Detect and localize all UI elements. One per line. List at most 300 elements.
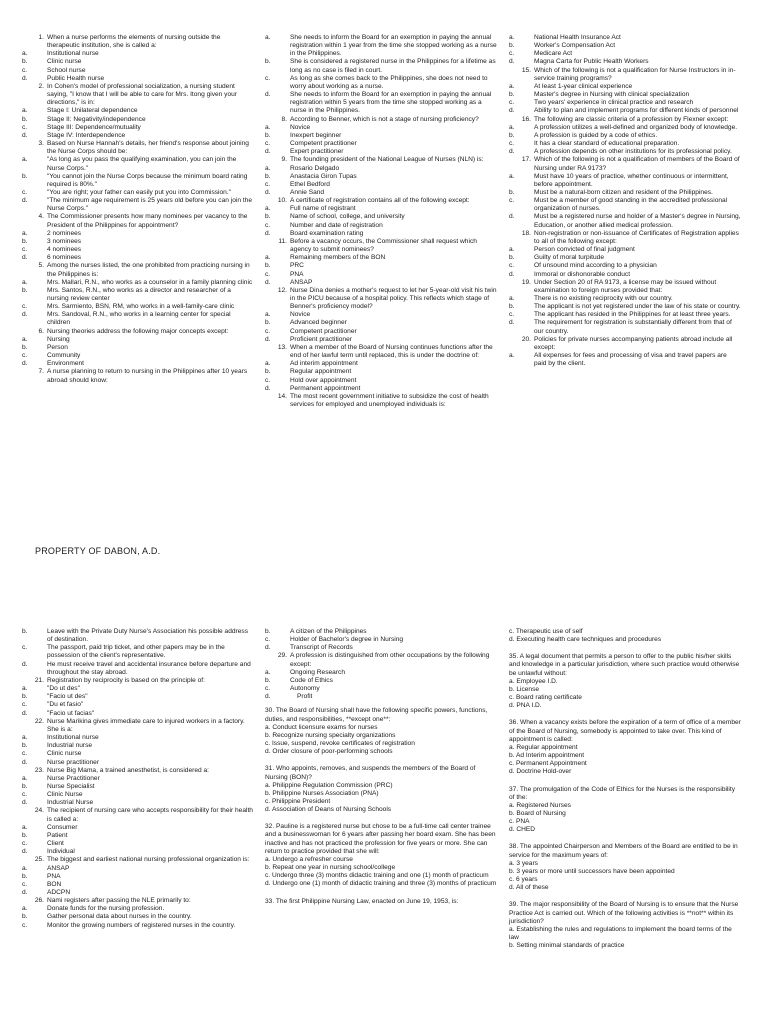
option-text: Consumer <box>47 823 78 831</box>
question-text: Which of the following is not a qualification of members of the Board of Nursing under RA 9173? <box>534 156 740 172</box>
answer-option <box>22 132 254 140</box>
option-letter: b. <box>509 42 515 50</box>
page1-column-3 <box>509 34 741 368</box>
question-item <box>22 767 254 775</box>
answer-option <box>509 352 741 368</box>
question-item <box>265 197 497 205</box>
answer-option <box>22 230 254 238</box>
answer-option <box>265 230 497 238</box>
option-letter: d. <box>509 213 515 221</box>
option-letter: d. <box>22 848 28 856</box>
answer-option <box>22 922 254 930</box>
option-letter: c. <box>22 303 28 311</box>
question-text: c. Therapeutic use of self <box>509 628 583 635</box>
answer-option <box>265 271 497 279</box>
question-text: 35. A legal document that permits a person to offer to the public his/her skills and knowledge in a particular jurisdiction, where such practice would otherwise be unlawful without: <box>509 653 740 677</box>
option-text: Autonomy <box>290 685 320 693</box>
option-letter: d. <box>509 58 515 66</box>
question-text: A nurse planning to return to nursing in the Philippines after 10 years abroad should know: <box>47 368 248 384</box>
option-text: As long as she comes back to the Philippines, she does not need to worry about working as a nurse. <box>290 74 488 90</box>
option-letter: d. <box>22 660 28 668</box>
question-text: Nurse Marikina gives immediate care to injured workers in a factory. She is a: <box>47 717 245 733</box>
question-text: The Commissioner presents how many nominees per vacancy to the President of the Philippines for appointment? <box>47 213 248 229</box>
option-letter: b. <box>22 237 28 245</box>
question-block <box>509 653 741 710</box>
answer-option <box>265 181 497 189</box>
option-letter: d. <box>22 311 28 319</box>
answer-option <box>265 644 497 652</box>
question-block <box>265 898 497 906</box>
option-text: Remaining members of the BON <box>290 254 386 262</box>
option-text: The applicant is not yet registered under the law of his state or country. <box>534 303 741 311</box>
option-letter: c. <box>22 701 28 709</box>
option-text: ADCPN <box>47 889 71 896</box>
option-text: Industrial nurse <box>47 742 93 750</box>
answer-option <box>265 148 497 156</box>
page2-column-2 <box>265 628 497 906</box>
answer-option <box>509 91 741 99</box>
option-letter: a. <box>22 156 28 164</box>
option-letter: c. <box>509 50 515 58</box>
question-text: 37. The promulgation of the Code of Ethics for the Nurses is the responsibility of the: <box>509 785 736 801</box>
option-text: Gather personal data about nurses in the country. <box>47 913 192 921</box>
question-item <box>22 34 254 50</box>
answer-option <box>509 271 741 279</box>
option-text: Of unsound mind according to a physician <box>534 262 657 270</box>
answer-option: b. Philippine Nurses Association (PNA) <box>265 789 379 797</box>
question-item <box>509 279 741 295</box>
answer-option <box>22 156 254 172</box>
option-letter: a. <box>265 205 271 213</box>
option-letter: c. <box>265 685 271 693</box>
option-letter: d. <box>265 335 271 343</box>
option-letter: d. <box>509 148 515 156</box>
option-letter: a. <box>22 823 28 831</box>
question-number: 4. <box>38 213 44 221</box>
answer-option <box>22 360 254 368</box>
answer-option <box>22 173 254 189</box>
option-letter: a. <box>265 360 271 368</box>
question-text: Nurse Big Mama, a trained anesthetist, is considered a: <box>47 766 209 774</box>
option-letter: d. <box>22 131 28 139</box>
question-text: Nami registers after passing the NLE primarily to: <box>47 897 191 905</box>
option-text: PRC <box>290 262 304 270</box>
question-number: 23. <box>34 766 44 774</box>
question-text: Which of the following is not a qualification for Nurse Instructors in in-service training programs? <box>534 66 736 82</box>
page1-column-2 <box>265 34 497 409</box>
option-text: Clinic nurse <box>47 750 82 758</box>
answer-option <box>265 132 497 140</box>
option-letter: a. <box>509 123 515 131</box>
answer-option <box>22 287 254 303</box>
option-letter: b. <box>509 254 515 262</box>
question-item <box>22 856 254 864</box>
option-text: Number and date of registration <box>290 221 383 229</box>
question-number: 19. <box>521 278 531 286</box>
answer-option <box>265 213 497 221</box>
option-letter: c. <box>265 327 271 335</box>
answer-option <box>22 238 254 246</box>
option-text: Environment <box>47 360 85 368</box>
option-text: Ongoing Research <box>290 668 345 676</box>
answer-option <box>22 279 254 287</box>
question-number: 12. <box>277 286 287 294</box>
answer-option <box>22 734 254 742</box>
option-text: A profession depends on other institutions for its professional policy. <box>534 148 732 156</box>
question-item <box>22 718 254 734</box>
option-text: "The minimum age requirement is 25 years old before you can join the Nurse Corps." <box>47 197 253 213</box>
question-block <box>265 707 497 756</box>
answer-option: a. 3 years <box>509 859 538 867</box>
question-text: The biggest and earliest national nursing professional organization is: <box>47 856 250 864</box>
question-text: A certificate of registration contains all of the following except: <box>290 197 470 205</box>
option-text: Immoral or dishonorable conduct <box>534 270 631 278</box>
answer-option: c. Permanent Appointment <box>509 760 587 768</box>
option-letter: b. <box>509 188 515 196</box>
option-text: Must have 10 years of practice, whether continuous or intermittent, before appointment. <box>534 172 729 188</box>
question-number: 18. <box>521 229 531 237</box>
question-text: Among the nurses listed, the one prohibited from practicing nursing in the Philippines is: <box>47 262 250 278</box>
option-letter: b. <box>509 303 515 311</box>
question-block <box>265 823 497 888</box>
option-letter: d. <box>265 148 271 156</box>
option-letter: d. <box>22 758 28 766</box>
option-letter: d. <box>22 799 28 807</box>
answer-option <box>509 124 741 132</box>
question-item <box>509 230 741 246</box>
option-text: "Facio ut des" <box>47 693 88 701</box>
question-text: The following are classic criteria of a profession by Flexner except: <box>534 115 729 123</box>
page1-column-1 <box>22 34 254 385</box>
answer-option: b. License <box>509 685 540 693</box>
option-letter: a. <box>509 172 515 180</box>
answer-option <box>265 628 497 636</box>
answer-option <box>509 173 741 189</box>
option-letter: b. <box>22 628 28 635</box>
question-text: The founding president of the National League of Nurses (NLN) is: <box>290 156 484 164</box>
answer-option: a. Regular appointment <box>509 743 578 751</box>
answer-option <box>22 693 254 701</box>
option-text: Annie Sand <box>290 188 325 196</box>
option-text: All expenses for fees and processing of visa and travel papers are paid by the client. <box>534 352 727 368</box>
option-text: Novice <box>290 123 311 131</box>
answer-option <box>265 669 497 677</box>
question-number: 3. <box>38 140 44 148</box>
answer-option: c. Issue, suspend, revoke certificates of registration <box>265 740 415 748</box>
option-letter: b. <box>265 628 271 635</box>
option-text: Must be a member of good standing in the accredited professional organization of nurses. <box>534 197 728 213</box>
option-letter: b. <box>265 172 271 180</box>
question-text: A profession is distinguished from other occupations by the following except: <box>290 652 490 668</box>
option-text: Medicare Act <box>534 50 573 58</box>
option-letter: c. <box>22 352 28 360</box>
option-text: Permanent appointment <box>290 384 361 392</box>
page2-column-1 <box>22 628 254 930</box>
answer-option <box>509 213 741 229</box>
answer-option <box>509 148 741 156</box>
option-text: There is no existing reciprocity with our country. <box>534 295 673 302</box>
answer-option <box>265 205 497 213</box>
option-letter: b. <box>22 913 28 921</box>
option-letter: a. <box>22 50 28 58</box>
answer-option <box>509 311 741 319</box>
option-text: The passport, paid trip ticket, and other papers may be in the possession of the client's representative. <box>47 644 225 660</box>
answer-option <box>509 295 741 303</box>
option-letter: b. <box>265 58 271 66</box>
answer-option <box>22 197 254 213</box>
option-letter: b. <box>22 693 28 701</box>
answer-option <box>22 352 254 360</box>
answer-option <box>265 319 497 327</box>
option-letter: c. <box>22 750 28 758</box>
option-text: 6 nominees <box>47 254 82 262</box>
answer-option <box>265 140 497 148</box>
option-letter: d. <box>265 91 271 99</box>
option-letter: c. <box>22 123 28 131</box>
option-text: Donate funds for the nursing profession. <box>47 905 165 913</box>
answer-option: d. Doctrine Hold-over <box>509 768 572 776</box>
question-item <box>265 238 497 254</box>
answer-option <box>265 377 497 385</box>
answer-option <box>22 67 254 75</box>
option-letter: c. <box>22 921 28 929</box>
answer-option: b. 3 years or more until successors have been appointed <box>509 867 675 875</box>
answer-option <box>22 710 254 718</box>
question-text: Under Section 20 of RA 9173, a license may be issued without examination to foreign nurses provided that: <box>534 278 717 294</box>
question-text: According to Benner, which is not a stage of nursing proficiency? <box>290 115 479 123</box>
option-text: "Facio ut facias" <box>47 709 95 717</box>
answer-option: c. Undergo three (3) months didactic training and one (1) month of practicum <box>265 872 489 880</box>
answer-option <box>509 42 741 50</box>
option-text: Ethel Bedford <box>290 180 330 188</box>
page2-column-3-plain <box>509 628 741 950</box>
option-letter: a. <box>265 668 271 676</box>
answer-option: c. Philippine President <box>265 797 331 805</box>
option-text: Board examination rating <box>290 229 364 237</box>
answer-option <box>22 913 254 921</box>
option-letter: b. <box>265 262 271 270</box>
option-letter: d. <box>509 270 515 278</box>
option-letter: b. <box>22 172 28 180</box>
option-letter: c. <box>22 246 28 254</box>
option-text: Ad interim appointment <box>290 360 358 368</box>
question-block <box>509 901 741 950</box>
option-letter: b. <box>22 782 28 790</box>
option-letter: a. <box>265 164 271 172</box>
answer-option: a. Registered Nurses <box>509 801 571 809</box>
question-number: 2. <box>38 82 44 90</box>
question-number: 29. <box>277 652 287 660</box>
question-text: Nurse Dina denies a mother's request to let her 5-year-old visit his twin in the PICU because of a hospital policy. This reflects which stage of Benner's proficiency model? <box>290 286 497 311</box>
option-text: Industrial Nurse <box>47 799 94 807</box>
answer-option <box>509 197 741 213</box>
option-text: Mrs. Mallari, R.N., who works as a counselor in a family planning clinic <box>47 278 253 286</box>
option-letter: a. <box>22 774 28 782</box>
answer-option <box>509 246 741 254</box>
answer-option <box>265 328 497 336</box>
option-letter: a. <box>265 254 271 262</box>
question-item <box>509 67 741 83</box>
answer-option <box>22 344 254 352</box>
option-text: Stage III: Dependence/mutuality <box>47 123 141 131</box>
option-letter: c. <box>265 180 271 188</box>
option-text: "As long as you pass the qualifying examination, you can join the Nurse Corps." <box>47 156 237 172</box>
option-letter: b. <box>22 58 28 66</box>
option-text: He must receive travel and accidental insurance before departure and throughout the stay abroad. <box>47 660 251 676</box>
answer-option <box>509 107 741 115</box>
answer-option <box>22 799 254 807</box>
question-item <box>509 156 741 172</box>
option-letter: a. <box>22 905 28 913</box>
option-text: Holder of Bachelor's degree in Nursing <box>290 636 404 644</box>
question-block <box>509 786 741 835</box>
option-letter: c. <box>265 221 271 229</box>
answer-option <box>265 385 497 393</box>
answer-option <box>22 905 254 913</box>
answer-option <box>22 116 254 124</box>
option-letter: b. <box>22 831 28 839</box>
answer-option: c. 6 years <box>509 876 538 884</box>
question-text: 36. When a vacancy exists before the expiration of a term of office of a member of the Board of Nursing, somebody is appointed to take over. This kind of appointment is called: <box>509 719 741 743</box>
option-text: Code of Ethics <box>290 676 333 684</box>
option-letter: a. <box>22 278 28 286</box>
option-text: Institutional nurse <box>47 50 99 58</box>
question-text: Based on Nurse Hannah's details, her friend's response about joining the Nurse Corps should be: <box>47 140 249 156</box>
question-text: The recipient of nursing care who accepts responsibility for their health is called a: <box>47 807 253 823</box>
option-letter: b. <box>22 742 28 750</box>
option-text: ANSAP <box>290 278 313 286</box>
question-item <box>509 336 741 352</box>
question-item <box>265 344 497 360</box>
answer-option: d. Undergo one (1) month of didactic training and three (3) months of practicum <box>265 880 497 888</box>
option-letter: c. <box>509 311 515 319</box>
option-text: 3 nominees <box>47 237 82 245</box>
answer-option <box>22 783 254 791</box>
question-number: 6. <box>38 327 44 335</box>
answer-option <box>265 173 497 181</box>
answer-option <box>22 742 254 750</box>
option-text: 2 nominees <box>47 229 82 237</box>
answer-option: b. Repeat one year in nursing school/college <box>265 864 396 872</box>
option-letter: a. <box>509 295 515 302</box>
answer-option <box>22 124 254 132</box>
answer-option <box>22 685 254 693</box>
answer-option: a. Establishing the rules and regulations to implement the board terms of the law <box>509 925 732 941</box>
option-text: Person convicted of final judgment <box>534 246 635 254</box>
question-item <box>265 652 497 668</box>
option-letter: d. <box>265 644 271 652</box>
answer-option <box>509 99 741 107</box>
answer-option <box>265 124 497 132</box>
question-item <box>265 393 497 409</box>
option-text: Name of school, college, and university <box>290 213 405 221</box>
answer-option <box>265 75 497 91</box>
option-letter: c. <box>22 644 28 652</box>
option-letter: a. <box>265 311 271 319</box>
option-letter: d. <box>265 229 271 237</box>
option-text: School nurse <box>47 66 86 74</box>
answer-option: d. Association of Deans of Nursing Schools <box>265 806 392 814</box>
option-letter: d. <box>509 319 515 327</box>
question-text: 30. The Board of Nursing shall have the following specific powers, functions, duties, and responsibilities, **except one**: <box>265 707 488 723</box>
question-item <box>22 140 254 156</box>
option-letter: d. <box>265 384 271 392</box>
answer-option: d. All of these <box>509 884 549 892</box>
option-text: Transcript of Records <box>290 644 353 652</box>
answer-option <box>265 685 497 693</box>
answer-option <box>509 50 741 58</box>
answer-option <box>265 58 497 74</box>
page2-column-3 <box>509 628 741 950</box>
option-text: Must be a natural-born citizen and resident of the Philippines. <box>534 188 713 196</box>
option-letter: a. <box>265 123 271 131</box>
question-block <box>509 843 741 892</box>
option-text: The requirement for registration is substantially different from that of our country. <box>534 319 732 335</box>
option-text: She needs to inform the Board for an exemption in paying the annual registration within 5 years from the time she stopped working as a nurse in the Philippines. <box>290 91 492 115</box>
option-text: Proficient practitioner <box>290 335 352 343</box>
option-letter: c. <box>509 262 515 270</box>
answer-option <box>22 644 254 660</box>
option-text: Clinic Nurse <box>47 791 83 799</box>
option-text: Clinic nurse <box>47 58 82 66</box>
option-text: Full name of registrant <box>290 205 356 213</box>
answer-option: a. Philippine Regulation Commission (PRC) <box>265 781 393 789</box>
answer-option <box>265 336 497 344</box>
question-item <box>265 156 497 164</box>
question-number: 16. <box>521 115 531 123</box>
answer-option: d. PNA I.D. <box>509 702 542 710</box>
answer-option <box>22 50 254 58</box>
option-text: It has a clear standard of educational preparation. <box>534 140 680 148</box>
option-text: Individual <box>47 848 75 856</box>
answer-option <box>22 311 254 327</box>
option-text: Mrs. Santos, R.N., who works as a director and researcher of a nursing review center <box>47 286 231 302</box>
page2-column-2-numbered <box>265 628 497 701</box>
option-letter: a. <box>509 82 515 90</box>
question-block <box>509 719 741 776</box>
question-item <box>509 116 741 124</box>
question-number: 9. <box>281 156 287 164</box>
answer-option <box>265 34 497 58</box>
option-letter: b. <box>22 286 28 294</box>
option-letter: b. <box>265 368 271 376</box>
option-text: "You are right; your father can easily put you into Commission." <box>47 188 232 196</box>
answer-option: a. Employee I.D. <box>509 677 558 685</box>
option-text: A profession is guided by a code of ethics. <box>534 131 658 139</box>
answer-option <box>22 189 254 197</box>
option-letter: b. <box>265 676 271 684</box>
option-letter: c. <box>265 74 271 82</box>
option-text: Stage I: Unilateral dependence <box>47 107 138 115</box>
question-item <box>22 83 254 107</box>
answer-option <box>265 677 497 685</box>
question-item <box>22 213 254 229</box>
answer-option <box>22 791 254 799</box>
option-letter: a. <box>509 246 515 254</box>
question-text: 39. The major responsibility of the Board of Nursing is to ensure that the Nurse Practice Act is carried out. Which of the following activities is **not** within its jurisdiction? <box>509 901 739 925</box>
option-letter: a. <box>265 34 271 41</box>
answer-option <box>509 34 741 42</box>
question-text: Before a vacancy occurs, the Commissioner shall request which agency to submit nominees? <box>290 237 477 254</box>
option-text: Guilty of moral turpitude <box>534 254 604 262</box>
answer-option <box>509 189 741 197</box>
option-letter: c. <box>22 188 28 196</box>
answer-option <box>265 279 497 287</box>
answer-option <box>509 58 741 66</box>
question-text: When a member of the Board of Nursing continues functions after the end of her lawful term until replaced, this is under the doctrine of: <box>290 343 493 360</box>
answer-option <box>22 881 254 889</box>
answer-option <box>265 165 497 173</box>
